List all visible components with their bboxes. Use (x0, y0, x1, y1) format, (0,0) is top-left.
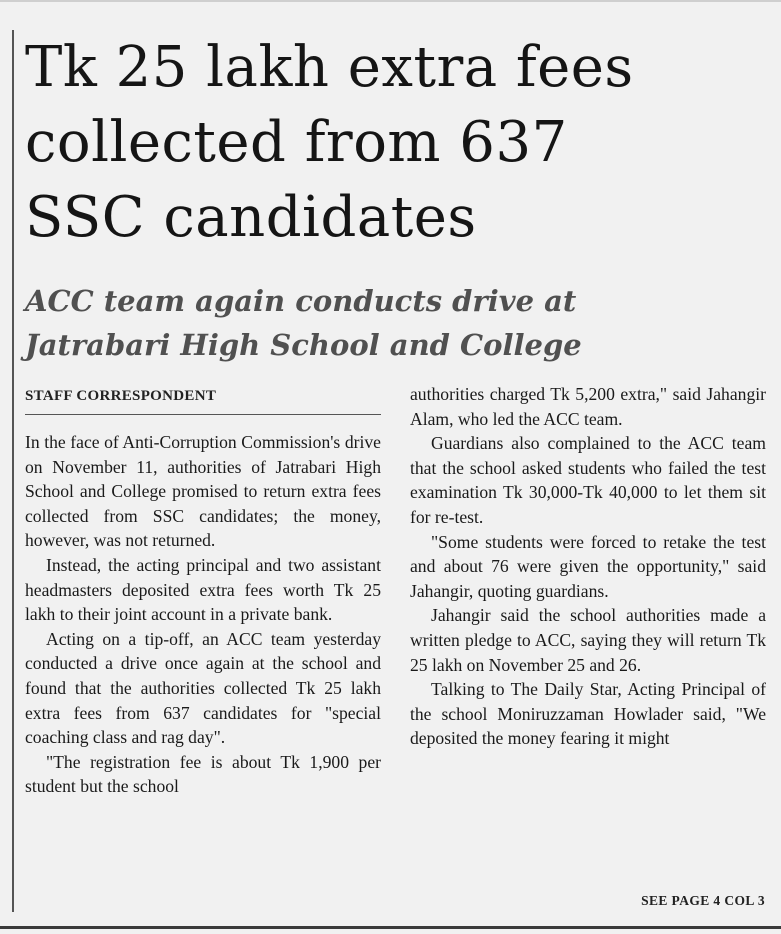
paragraph: "The registration fee is about Tk 1,900 per student but the school (25, 751, 381, 797)
paragraph: authorities charged Tk 5,200 extra," said Jahangir Alam, who led the ACC team. (410, 384, 766, 429)
headline (25, 30, 765, 255)
top-border (0, 0, 781, 2)
byline-divider (25, 414, 381, 415)
subheadline-line: Jatrabari High School and College (25, 328, 582, 362)
byline: STAFF CORRESPONDENT (25, 388, 217, 404)
column-rule (12, 30, 14, 912)
continued-on-page-link[interactable]: SEE PAGE 4 COL 3 (641, 893, 765, 908)
headline-line: collected from 637 (25, 110, 568, 175)
paragraph: Talking to The Daily Star, Acting Principal of the school Moniruzzaman Howlader said, "We deposited the money fearing it might (410, 679, 766, 749)
article-column-right (410, 382, 766, 751)
paragraph: Instead, the acting principal and two assistant headmasters deposited extra fees worth Tk 25 lakh to their joint account in a private bank. (25, 554, 381, 625)
paragraph: "Some students were forced to retake the test and about 76 were given the opportunity," said Jahangir, quoting guardians. (410, 531, 766, 601)
bottom-border (0, 926, 781, 929)
subheadline (25, 279, 765, 367)
paragraph: Guardians also complained to the ACC team that the school asked students who failed the test examination Tk 30,000-Tk 40,000 to let them sit for re-test. (410, 433, 766, 527)
subheadline-line: ACC team again conducts drive at (25, 284, 577, 318)
paragraph: Acting on a tip-off, an ACC team yesterday conducted a drive once again at the school and found that the authorities collected Tk 25 lakh extra fees from 637 candidates for "special coaching class and rag day". (25, 628, 381, 748)
article-column-left (25, 430, 381, 799)
headline-line: Tk 25 lakh extra fees (25, 35, 634, 100)
headline-line: SSC candidates (25, 185, 477, 250)
paragraph: In the face of Anti-Corruption Commission's drive on November 11, authorities of Jatrabari High School and College promised to return extra fees collected from SSC candidates; the money, however, was not returned. (25, 432, 381, 551)
paragraph: Jahangir said the school authorities made a written pledge to ACC, saying they will return Tk 25 lakh on November 25 and 26. (410, 605, 766, 675)
